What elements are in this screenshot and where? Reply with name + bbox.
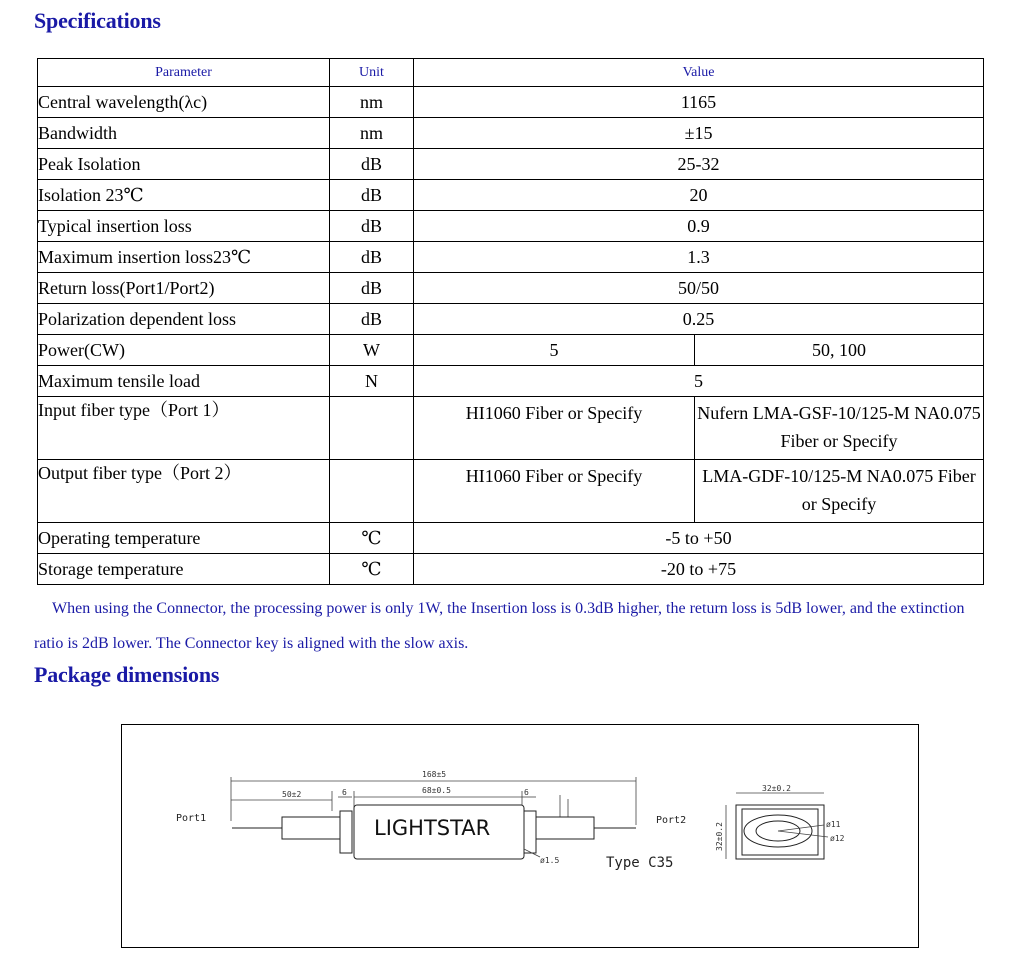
table-row [38,118,984,149]
dim-body-text: 68±0.5 [422,786,451,795]
dim-boot-left-text: 6 [342,788,347,797]
param-cell: Typical insertion loss [38,211,330,242]
unit-cell [330,397,414,460]
value-cell-b: LMA-GDF-10/125-M NA0.075 Fiber or Specify [695,460,984,523]
table-row [38,554,984,585]
param-cell: Storage temperature [38,554,330,585]
value-cell-a: HI1060 Fiber or Specify [414,397,695,460]
unit-cell: nm [330,118,414,149]
param-cell: Maximum insertion loss23℃ [38,242,330,273]
param-cell: Output fiber type（Port 2） [38,460,330,523]
value-cell-b: Nufern LMA-GSF-10/125-M NA0.075 Fiber or Specify [695,397,984,460]
value-cell: 1165 [414,87,984,118]
value-cell: 0.9 [414,211,984,242]
value-cell-b: 50, 100 [695,335,984,366]
header-parameter: Parameter [38,59,330,87]
package-dimensions-heading: Package dimensions [34,662,220,687]
dim-total-text: 168±5 [422,770,447,779]
collar-left [340,811,352,853]
port1-label: Port1 [176,813,207,824]
unit-cell: dB [330,180,414,211]
connector-note: When using the Connector, the processing power is only 1W, the Insertion loss is 0.3dB higher, the return loss is 5dB lower, and the extinction ratio is 2dB lower. The Connector key is aligned with the slow axis. [34,600,965,652]
table-header-row [38,59,984,87]
param-cell: Peak Isolation [38,149,330,180]
dim-side-height-text: 32±0.2 [715,822,724,851]
value-cell: 0.25 [414,304,984,335]
unit-cell: ℃ [330,554,414,585]
dim-side-width-text: 32±0.2 [762,784,791,793]
collar-right [524,811,536,853]
specifications-table [37,58,984,585]
port2-label: Port2 [656,815,687,826]
param-cell: Maximum tensile load [38,366,330,397]
value-cell: -5 to +50 [414,523,984,554]
unit-cell: dB [330,211,414,242]
table-row [38,335,984,366]
dim-boot-right-text: 6 [524,788,529,797]
dim-phi-small-text: ø11 [826,820,841,829]
value-cell: ±15 [414,118,984,149]
value-cell: 25-32 [414,149,984,180]
param-cell: Bandwidth [38,118,330,149]
param-cell: Polarization dependent loss [38,304,330,335]
unit-cell: N [330,366,414,397]
param-cell: Return loss(Port1/Port2) [38,273,330,304]
value-cell-a: 5 [414,335,695,366]
dim-phi-fiber-text: ø1.5 [540,856,560,865]
brand-label: LIGHTSTAR [374,816,491,840]
value-cell: 5 [414,366,984,397]
table-row [38,523,984,554]
param-cell: Power(CW) [38,335,330,366]
dim-fiber-text: 50±2 [282,790,302,799]
param-cell: Central wavelength(λc) [38,87,330,118]
param-cell: Isolation 23℃ [38,180,330,211]
unit-cell: dB [330,304,414,335]
unit-cell [330,460,414,523]
table-row [38,397,984,460]
header-value: Value [414,59,984,87]
param-cell: Input fiber type（Port 1） [38,397,330,460]
unit-cell: dB [330,242,414,273]
table-row [38,87,984,118]
value-cell: 50/50 [414,273,984,304]
value-cell: -20 to +75 [414,554,984,585]
table-row [38,273,984,304]
table-row [38,366,984,397]
unit-cell: dB [330,149,414,180]
boot-left [282,817,340,839]
table-row [38,242,984,273]
param-cell: Operating temperature [38,523,330,554]
boot-right [536,817,594,839]
unit-cell: ℃ [330,523,414,554]
specifications-heading: Specifications [34,8,161,33]
unit-cell: dB [330,273,414,304]
unit-cell: W [330,335,414,366]
dim-phi-large-text: ø12 [830,834,845,843]
table-row [38,180,984,211]
type-label: Type C35 [606,855,674,871]
table-row [38,460,984,523]
header-unit: Unit [330,59,414,87]
unit-cell: nm [330,87,414,118]
table-row [38,304,984,335]
table-row [38,211,984,242]
table-row [38,149,984,180]
package-drawing [121,724,919,948]
value-cell: 20 [414,180,984,211]
value-cell: 1.3 [414,242,984,273]
package-drawing-svg [122,725,918,947]
value-cell-a: HI1060 Fiber or Specify [414,460,695,523]
